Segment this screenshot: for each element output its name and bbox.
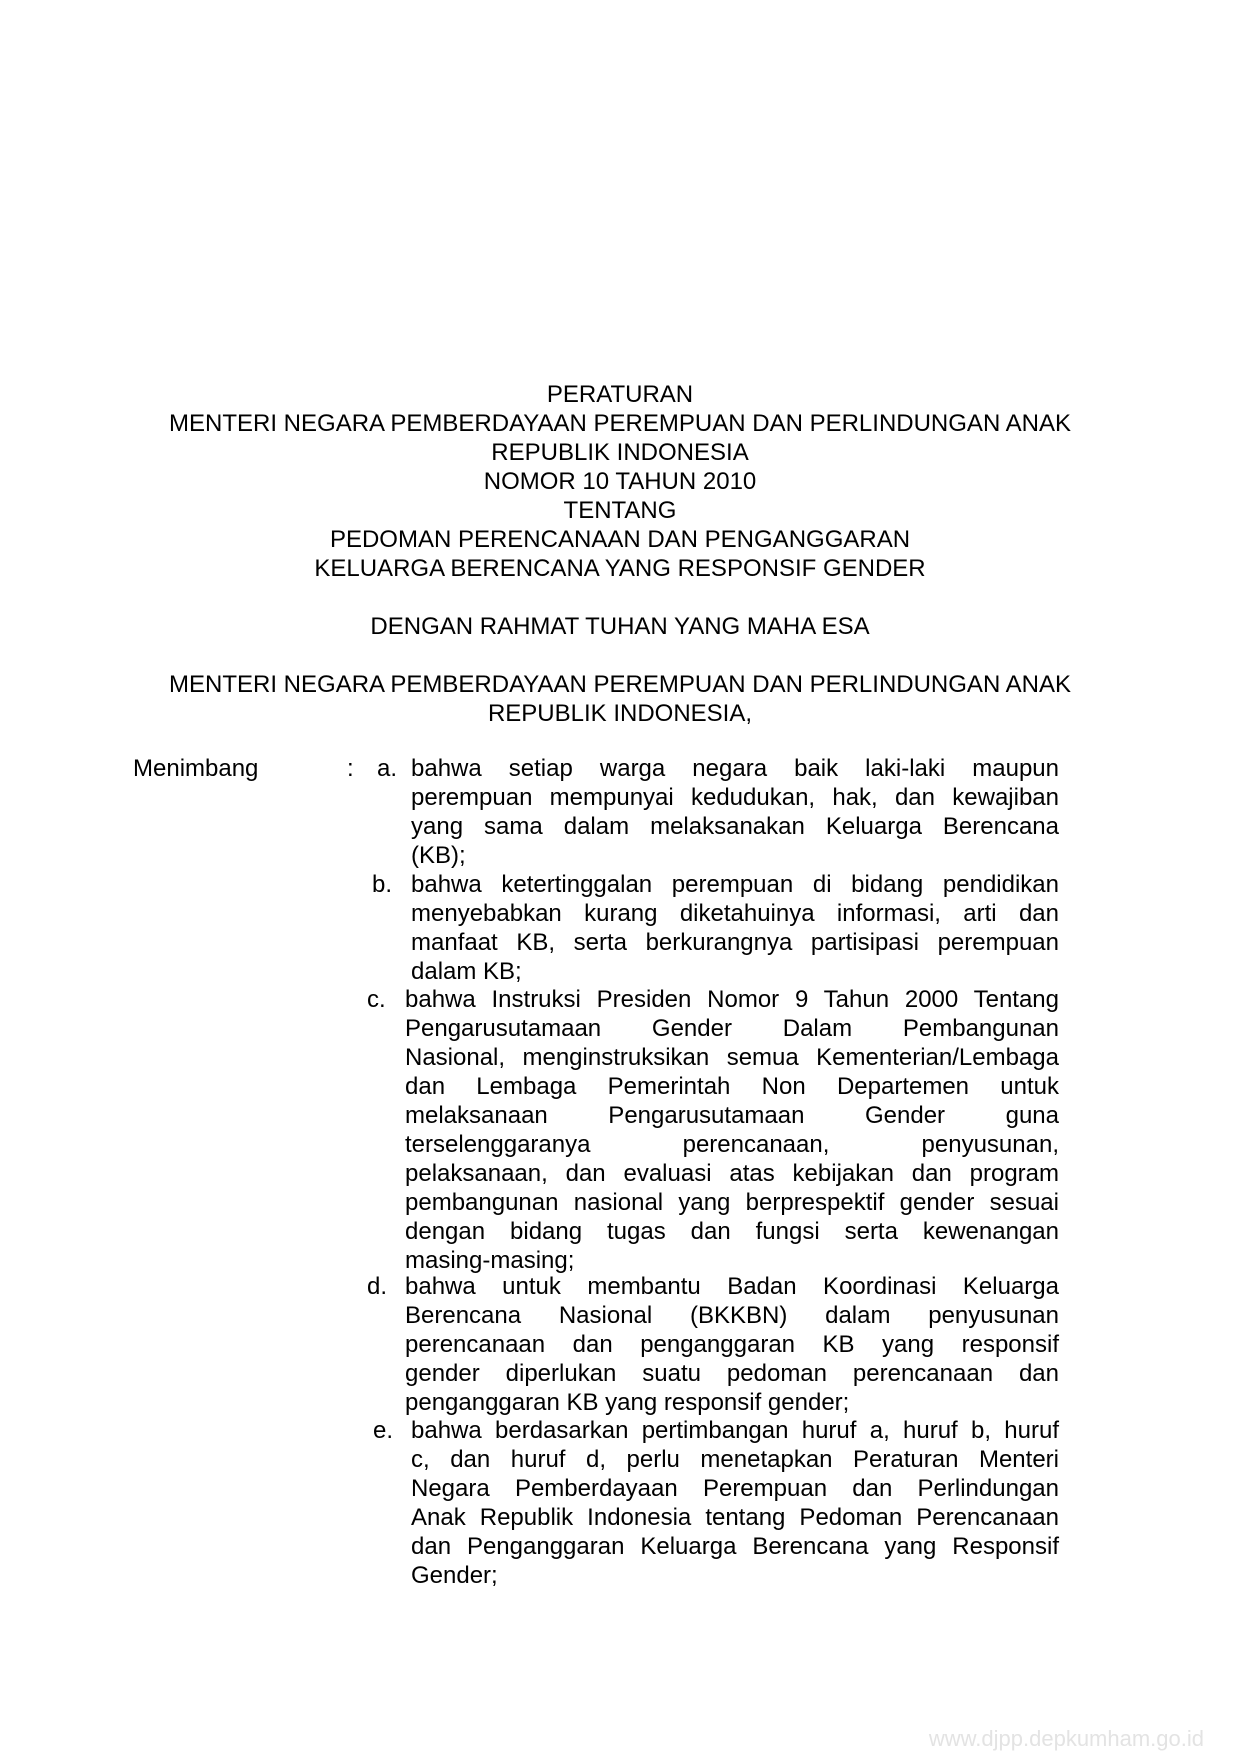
title-line: KELUARGA BERENCANA YANG RESPONSIF GENDER (314, 555, 926, 582)
menimbang-colon: : (347, 755, 354, 782)
item-line: masing-masing; (405, 1247, 575, 1274)
authority-line: REPUBLIK INDONESIA, (487, 700, 753, 727)
watermark-url: www.djpp.depkumham.go.id (928, 1726, 1204, 1751)
item-line: dengan bidang tugas dan fungsi serta kewenangan (405, 1218, 1059, 1245)
item-line: bahwa untuk membantu Badan Koordinasi Keluarga (405, 1273, 1059, 1300)
item-line: menyebabkan kurang diketahuinya informasi, arti dan (411, 900, 1059, 927)
item-marker: c. (367, 986, 386, 1013)
item-line: perencanaan dan penganggaran KB yang responsif (405, 1331, 1059, 1358)
item-text (405, 1272, 1059, 1417)
title-line: PERATURAN (546, 381, 694, 408)
item-line: gender diperlukan suatu pedoman perencanaan dan (405, 1360, 1059, 1387)
item-line: penganggaran KB yang responsif gender; (405, 1389, 850, 1416)
item-text (405, 985, 1059, 1275)
item-line: dalam KB; (411, 958, 522, 985)
item-line: Negara Pemberdayaan Perempuan dan Perlindungan (411, 1475, 1059, 1502)
item-line: terselenggaranya perencanaan, penyusunan, (405, 1131, 1059, 1158)
item-line: dan Penganggaran Keluarga Berencana yang Responsif (411, 1533, 1059, 1560)
item-line: bahwa berdasarkan pertimbangan huruf a, huruf b, huruf (411, 1417, 1059, 1444)
item-text (411, 1416, 1059, 1590)
item-marker: a. (377, 755, 398, 782)
item-line: pembangunan nasional yang berprespektif gender sesuai (405, 1189, 1059, 1216)
title-line: MENTERI NEGARA PEMBERDAYAAN PEREMPUAN DAN PERLINDUNGAN ANAK (169, 410, 1071, 437)
invocation-text: DENGAN RAHMAT TUHAN YANG MAHA ESA (370, 613, 870, 640)
item-marker: d. (367, 1273, 388, 1300)
item-line: melaksanaan Pengarusutamaan Gender guna (405, 1102, 1059, 1129)
item-line: Nasional, menginstruksikan semua Kementerian/Lembaga (405, 1044, 1059, 1071)
title-line: NOMOR 10 TAHUN 2010 (483, 468, 757, 495)
item-line: perempuan mempunyai kedudukan, hak, dan kewajiban (411, 784, 1059, 811)
authority-block (0, 670, 1240, 728)
item-line: pelaksanaan, dan evaluasi atas kebijakan dan program (405, 1160, 1059, 1187)
item-marker: e. (373, 1417, 394, 1444)
item-text (411, 754, 1059, 870)
item-line: bahwa setiap warga negara baik laki-laki maupun (411, 755, 1059, 782)
title-block (0, 380, 1240, 583)
title-line: REPUBLIK INDONESIA (491, 439, 749, 466)
title-line: PEDOMAN PERENCANAAN DAN PENGANGGARAN (329, 526, 911, 553)
item-line: yang sama dalam melaksanakan Keluarga Berencana (411, 813, 1059, 840)
item-line: bahwa ketertinggalan perempuan di bidang pendidikan (411, 871, 1059, 898)
item-line: dan Lembaga Pemerintah Non Departemen untuk (405, 1073, 1059, 1100)
item-line: (KB); (411, 842, 466, 869)
item-text (411, 870, 1059, 986)
item-line: bahwa Instruksi Presiden Nomor 9 Tahun 2000 Tentang (405, 986, 1059, 1013)
invocation (0, 612, 1240, 641)
item-line: Gender; (411, 1562, 498, 1589)
item-marker: b. (372, 871, 393, 898)
item-line: manfaat KB, serta berkurangnya partisipasi perempuan (411, 929, 1059, 956)
title-line: TENTANG (563, 497, 677, 524)
item-line: Pengarusutamaan Gender Dalam Pembangunan (405, 1015, 1059, 1042)
menimbang-label: Menimbang (133, 755, 259, 782)
item-line: Berencana Nasional (BKKBN) dalam penyusunan (405, 1302, 1059, 1329)
item-line: Anak Republik Indonesia tentang Pedoman Perencanaan (411, 1504, 1059, 1531)
authority-line: MENTERI NEGARA PEMBERDAYAAN PEREMPUAN DAN PERLINDUNGAN ANAK (169, 671, 1071, 698)
item-line: c, dan huruf d, perlu menetapkan Peraturan Menteri (411, 1446, 1059, 1473)
